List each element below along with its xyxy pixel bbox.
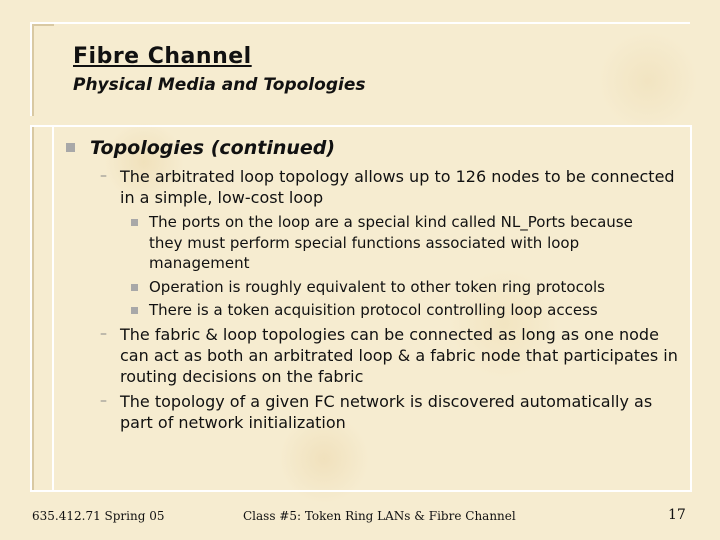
dash-bullet-icon: –: [100, 392, 107, 409]
footer-class-title: Class #5: Token Ring LANs & Fibre Channel: [243, 509, 516, 523]
dash-bullet-icon: –: [100, 168, 107, 184]
slide-title: Fibre Channel: [73, 44, 252, 69]
content-frame-bottom-line: [32, 490, 692, 492]
slide-subtitle: Physical Media and Topologies: [73, 75, 366, 95]
bullet-level3: [62, 300, 669, 321]
square-bullet-icon: [131, 284, 138, 291]
bullet-level2: [62, 166, 682, 208]
square-bullet-icon: [131, 219, 138, 226]
bullet-text: The ports on the loop are a special kind called NL_Ports because they must perform special functions associated with loop management: [149, 213, 633, 272]
bullet-text: The topology of a given FC network is discovered automatically as part of network initialization: [120, 391, 653, 432]
content-frame-left-bar: [32, 127, 54, 490]
bullet-level1: [62, 136, 682, 160]
square-bullet-icon: [66, 143, 75, 152]
slide-content: [62, 136, 682, 437]
title-frame-top-line: [30, 22, 690, 24]
footer-page-number: 17: [668, 507, 686, 523]
dash-bullet-icon: –: [100, 325, 107, 342]
bullet-level3: [62, 277, 669, 298]
title-frame-left-bar: [30, 22, 54, 116]
bullet-text: The arbitrated loop topology allows up to 126 nodes to be connected in a simple, low-cost loop: [120, 167, 675, 207]
bullet-text: There is a token acquisition protocol controlling loop access: [149, 301, 598, 319]
bullet-text: The fabric & loop topologies can be connected as long as one node can act as both an arbitrated loop & a fabric node that participates in routing decisions on the fabric: [120, 324, 678, 386]
content-frame-right-line: [690, 127, 692, 490]
bullet-level3: [62, 212, 669, 274]
bullet-level2: [62, 324, 682, 387]
bullet-text: Topologies (continued): [90, 137, 336, 159]
footer-course: 635.412.71 Spring 05: [32, 509, 165, 523]
square-bullet-icon: [131, 307, 138, 314]
bullet-level2: [62, 391, 682, 433]
bullet-text: Operation is roughly equivalent to other token ring protocols: [149, 277, 605, 296]
